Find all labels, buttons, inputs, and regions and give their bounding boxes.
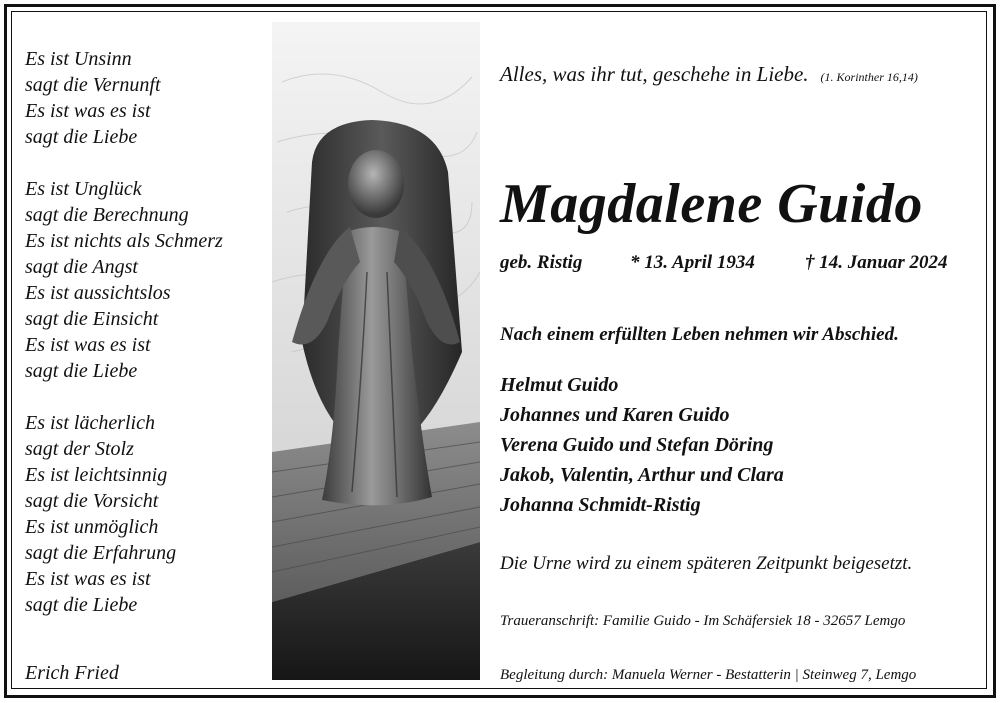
poem-line: sagt die Erfahrung (25, 542, 177, 564)
poem-line: sagt die Liebe (25, 360, 138, 382)
motto-reference: (1. Korinther 16,14) (820, 70, 918, 84)
motto-text: Alles, was ihr tut, geschehe in Liebe. (500, 62, 809, 86)
poem-line: Es ist lächerlich (25, 412, 155, 434)
poem-line: Es ist Unglück (25, 178, 142, 200)
poem-line: Es ist was es ist (25, 334, 151, 356)
poem-line: sagt der Stolz (25, 438, 134, 460)
birth-date: * 13. April 1934 (630, 252, 755, 273)
mourner: Johannes und Karen Guido (500, 404, 730, 426)
poem-stanza-2 (25, 176, 223, 384)
mourner: Johanna Schmidt-Ristig (500, 494, 701, 516)
poem-line: sagt die Vernunft (25, 74, 161, 96)
life-dates (500, 252, 948, 274)
deceased-name: Magdalene Guido (500, 173, 923, 235)
mourner: Verena Guido und Stefan Döring (500, 434, 774, 456)
poem-line: sagt die Liebe (25, 126, 138, 148)
maiden-name: geb. Ristig (500, 252, 583, 273)
poem (25, 46, 223, 644)
poem-author: Erich Fried (25, 662, 119, 684)
burial-note: Die Urne wird zu einem späteren Zeitpunkt beigesetzt. (500, 553, 913, 574)
poem-line: Es ist was es ist (25, 568, 151, 590)
poem-line: Es ist was es ist (25, 100, 151, 122)
mourner: Helmut Guido (500, 374, 619, 396)
undertaker-info: Begleitung durch: Manuela Werner - Bestatterin | Steinweg 7, Lemgo (500, 667, 917, 683)
poem-line: sagt die Berechnung (25, 204, 189, 226)
mourning-address: Traueranschrift: Familie Guido - Im Schäfersiek 18 - 32657 Lemgo (500, 613, 906, 629)
poem-line: sagt die Vorsicht (25, 490, 159, 512)
poem-line: Es ist aussichtslos (25, 282, 171, 304)
poem-line: Es ist Unsinn (25, 48, 132, 70)
angel-figurine-photo (272, 22, 480, 680)
farewell-statement: Nach einem erfüllten Leben nehmen wir Abschied. (500, 324, 899, 345)
poem-line: Es ist nichts als Schmerz (25, 230, 223, 252)
poem-stanza-1 (25, 46, 223, 150)
poem-line: sagt die Angst (25, 256, 138, 278)
poem-line: sagt die Einsicht (25, 308, 159, 330)
mourner: Jakob, Valentin, Arthur und Clara (500, 464, 784, 486)
motto (500, 62, 918, 87)
poem-line: Es ist unmöglich (25, 516, 159, 538)
mourners-list (500, 370, 784, 520)
death-date: † 14. Januar 2024 (805, 252, 948, 273)
poem-line: Es ist leichtsinnig (25, 464, 168, 486)
poem-stanza-3 (25, 410, 223, 618)
poem-line: sagt die Liebe (25, 594, 138, 616)
